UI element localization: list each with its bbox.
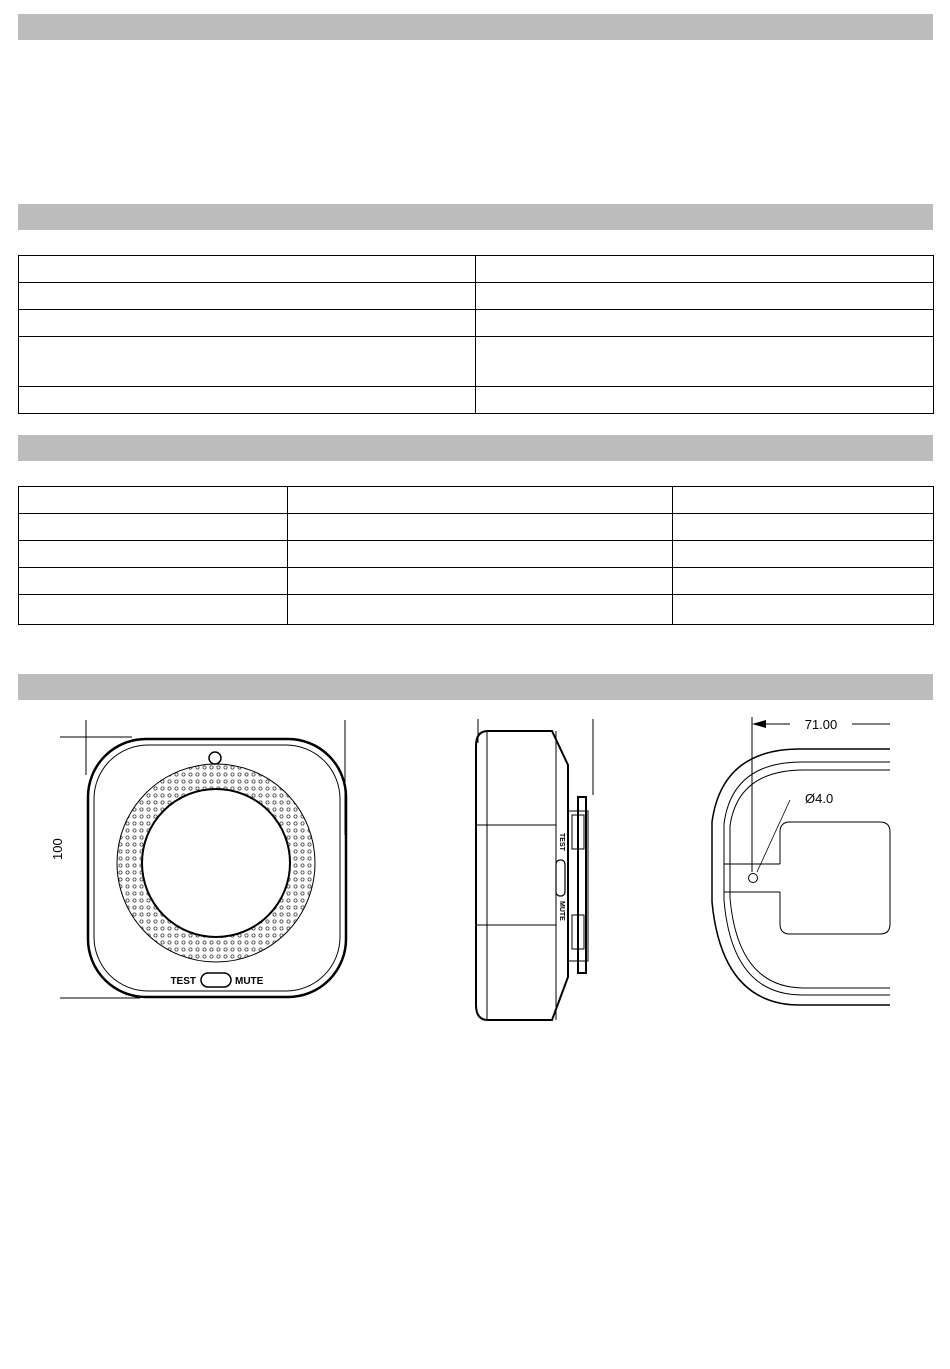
- side-button-icon: [556, 860, 565, 896]
- section-header-bar-3: [18, 435, 933, 461]
- front-test-label: TEST: [170, 976, 196, 987]
- hole-dimension-label: Ø4.0: [805, 791, 834, 806]
- section-header-bar-4: [18, 674, 933, 700]
- test-mute-button-icon: [201, 973, 231, 987]
- section-header-bar-2: [18, 204, 933, 230]
- width-dimension-label: 71.00: [804, 717, 838, 732]
- table-row: [19, 514, 934, 541]
- svg-text:100: 100: [50, 838, 65, 860]
- led-indicator-icon: [209, 752, 221, 764]
- table-row: [19, 487, 934, 514]
- side-test-label: TEST: [558, 833, 565, 851]
- side-view-drawing: [460, 715, 610, 1030]
- table-row: [19, 283, 934, 310]
- section-header-bar-1: [18, 14, 933, 40]
- front-view-drawing: [40, 715, 370, 1015]
- side-mute-label: MUTE: [558, 901, 565, 921]
- table-row: [19, 541, 934, 568]
- table-row: [19, 256, 934, 283]
- table-row: [19, 310, 934, 337]
- table-row: [19, 337, 934, 387]
- spec-table: [18, 255, 934, 414]
- table-row: [19, 595, 934, 625]
- table-row: [19, 387, 934, 414]
- back-view-drawing: [700, 712, 900, 1012]
- front-mute-label: MUTE: [235, 976, 264, 987]
- table-row: [19, 568, 934, 595]
- indicator-table: [18, 486, 934, 625]
